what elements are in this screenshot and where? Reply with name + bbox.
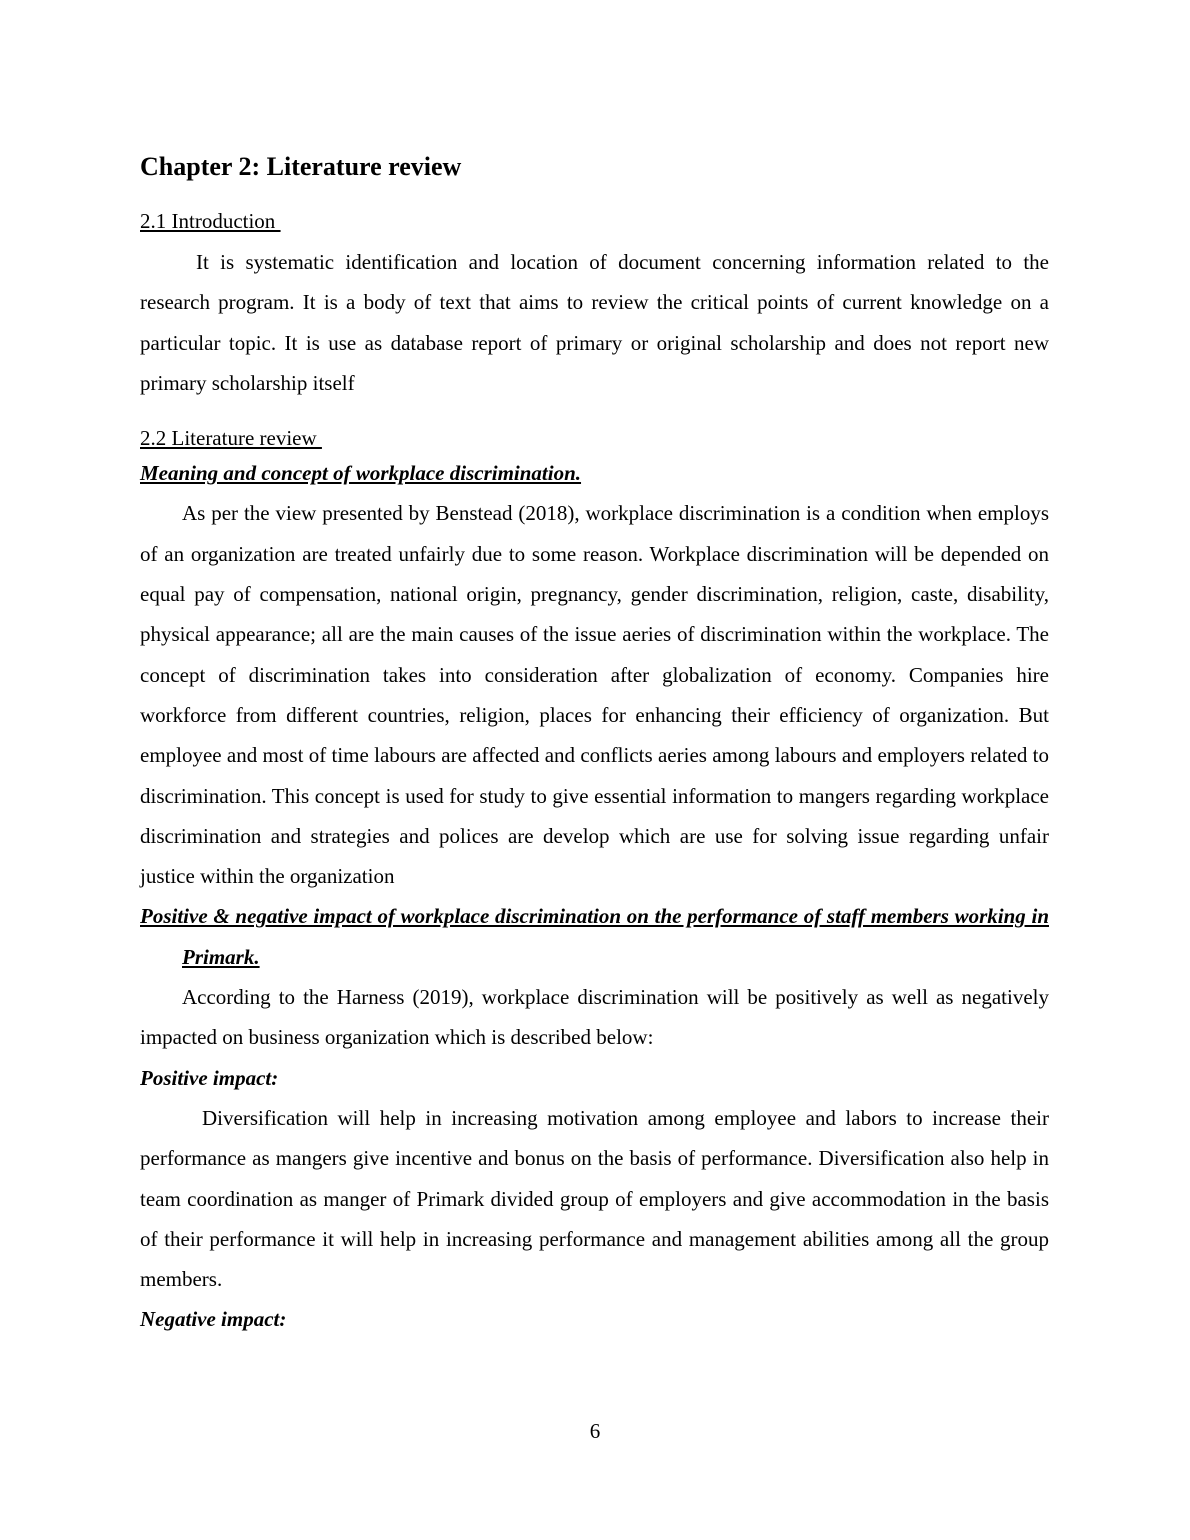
subheading-positive-impact: Positive impact: <box>140 1065 279 1090</box>
page-body <box>140 148 1049 1340</box>
introduction-paragraph: It is systematic identification and location of document concerning information related to the research program. It is a body of text that aims to review the critical points of current knowledge on a particular topic. It is use as database report of primary or original scholarship and does not report new primary scholarship itself <box>140 250 1049 395</box>
section-heading-introduction: 2.1 Introduction <box>140 209 281 233</box>
subheading-meaning-concept: Meaning and concept of workplace discrimination. <box>140 461 582 486</box>
meaning-paragraph: As per the view presented by Benstead (2018), workplace discrimination is a condition when employs of an organization are treated unfairly due to some reason. Workplace discrimination will be depended on equal pay of compensation, national origin, pregnancy, gender discrimination, religion, caste, disability, physical appearance; all are the main causes of the issue aeries of discrimination within the workplace. The concept of discrimination takes into consideration after globalization of economy. Companies hire workforce from different countries, religion, places for enhancing their efficiency of organization. But employee and most of time labours are affected and conflicts aeries among labours and employers related to discrimination. This concept is used for study to give essential information to mangers regarding workplace discrimination and strategies and polices are develop which are use for solving issue regarding unfair justice within the organization <box>140 501 1049 889</box>
impact-paragraph: According to the Harness (2019), workplace discrimination will be positively as well as negatively impacted on business organization which is described below: <box>140 985 1049 1050</box>
chapter-title: Chapter 2: Literature review <box>140 152 462 181</box>
positive-impact-paragraph: Diversification will help in increasing motivation among employee and labors to increase their performance as mangers give incentive and bonus on the basis of performance. Diversification also help in team coordination as manger of Primark divided group of employers and give accommodation in the basis of their performance it will help in increasing performance and management abilities among all the group members. <box>140 1105 1049 1292</box>
subheading-negative-impact: Negative impact: <box>140 1307 287 1332</box>
subheading-impact: Positive & negative impact of workplace discrimination on the performance of staff members working in Primark. <box>140 904 1049 969</box>
page-number: 6 <box>589 1419 601 1443</box>
section-heading-literature-review: 2.2 Literature review <box>140 426 322 451</box>
